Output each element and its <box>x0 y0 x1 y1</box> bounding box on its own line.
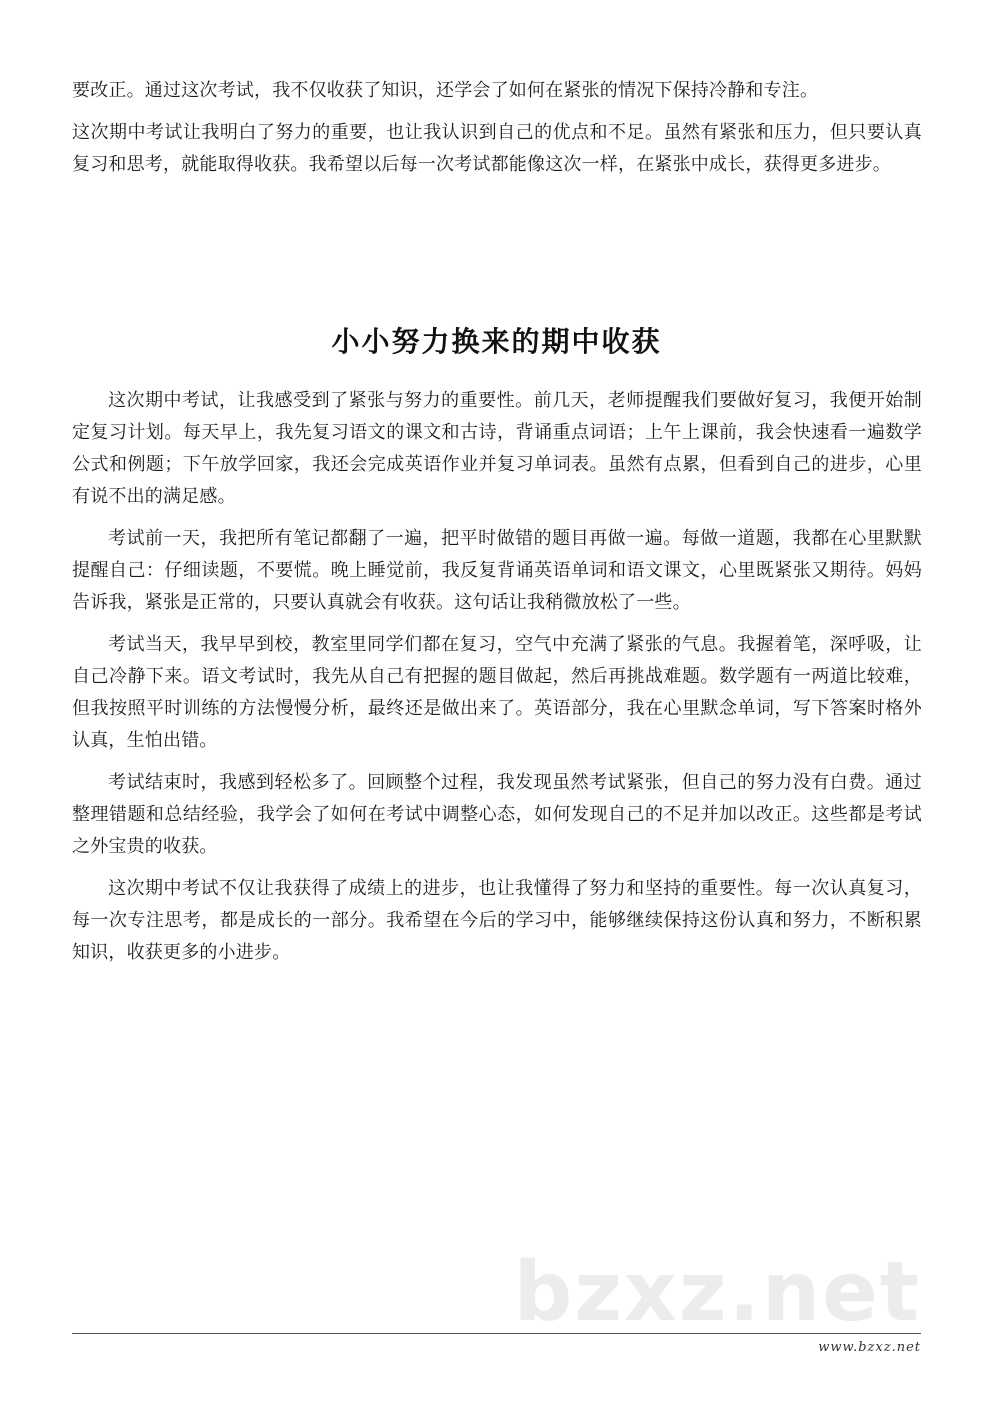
paragraph: 这次期中考试不仅让我获得了成绩上的进步，也让我懂得了努力和坚持的重要性。每一次认真复习，每一次专注思考，都是成长的一部分。我希望在今后的学习中，能够继续保持这份认真和努力，不断积累知识，收获更多的小进步。 <box>72 878 922 963</box>
footer-url: www.bzxz.net <box>818 1340 921 1355</box>
previous-article-tail <box>72 75 922 181</box>
paragraph: 这次期中考试让我明白了努力的重要，也让我认识到自己的优点和不足。虽然有紧张和压力，但只要认真复习和思考，就能取得收获。我希望以后每一次考试都能像这次一样，在紧张中成长，获得更多进步。 <box>72 122 922 175</box>
footer-divider <box>72 1333 921 1334</box>
article-body <box>72 385 922 969</box>
paragraph: 考试前一天，我把所有笔记都翻了一遍，把平时做错的题目再做一遍。每做一道题，我都在心里默默提醒自己：仔细读题，不要慌。晚上睡觉前，我反复背诵英语单词和语文课文，心里既紧张又期待。妈妈告诉我，紧张是正常的，只要认真就会有收获。这句话让我稍微放松了一些。 <box>72 528 922 613</box>
paragraph: 这次期中考试，让我感受到了紧张与努力的重要性。前几天，老师提醒我们要做好复习，我便开始制定复习计划。每天早上，我先复习语文的课文和古诗，背诵重点词语；上午上课前，我会快速看一遍数学公式和例题；下午放学回家，我还会完成英语作业并复习单词表。虽然有点累，但看到自己的进步，心里有说不出的满足感。 <box>72 390 922 507</box>
paragraph: 要改正。通过这次考试，我不仅收获了知识，还学会了如何在紧张的情况下保持冷静和专注。 <box>72 80 819 101</box>
paragraph: 考试当天，我早早到校，教室里同学们都在复习，空气中充满了紧张的气息。我握着笔，深呼吸，让自己冷静下来。语文考试时，我先从自己有把握的题目做起，然后再挑战难题。数学题有一两道比较难，但我按照平时训练的方法慢慢分析，最终还是做出来了。英语部分，我在心里默念单词，写下答案时格外认真，生怕出错。 <box>72 634 922 751</box>
article-title: 小小努力换来的期中收获 <box>331 325 662 358</box>
site-watermark: bzxz.net <box>513 1245 921 1340</box>
paragraph: 考试结束时，我感到轻松多了。回顾整个过程，我发现虽然考试紧张，但自己的努力没有白费。通过整理错题和总结经验，我学会了如何在考试中调整心态，如何发现自己的不足并加以改正。这些都是考试之外宝贵的收获。 <box>72 772 922 857</box>
